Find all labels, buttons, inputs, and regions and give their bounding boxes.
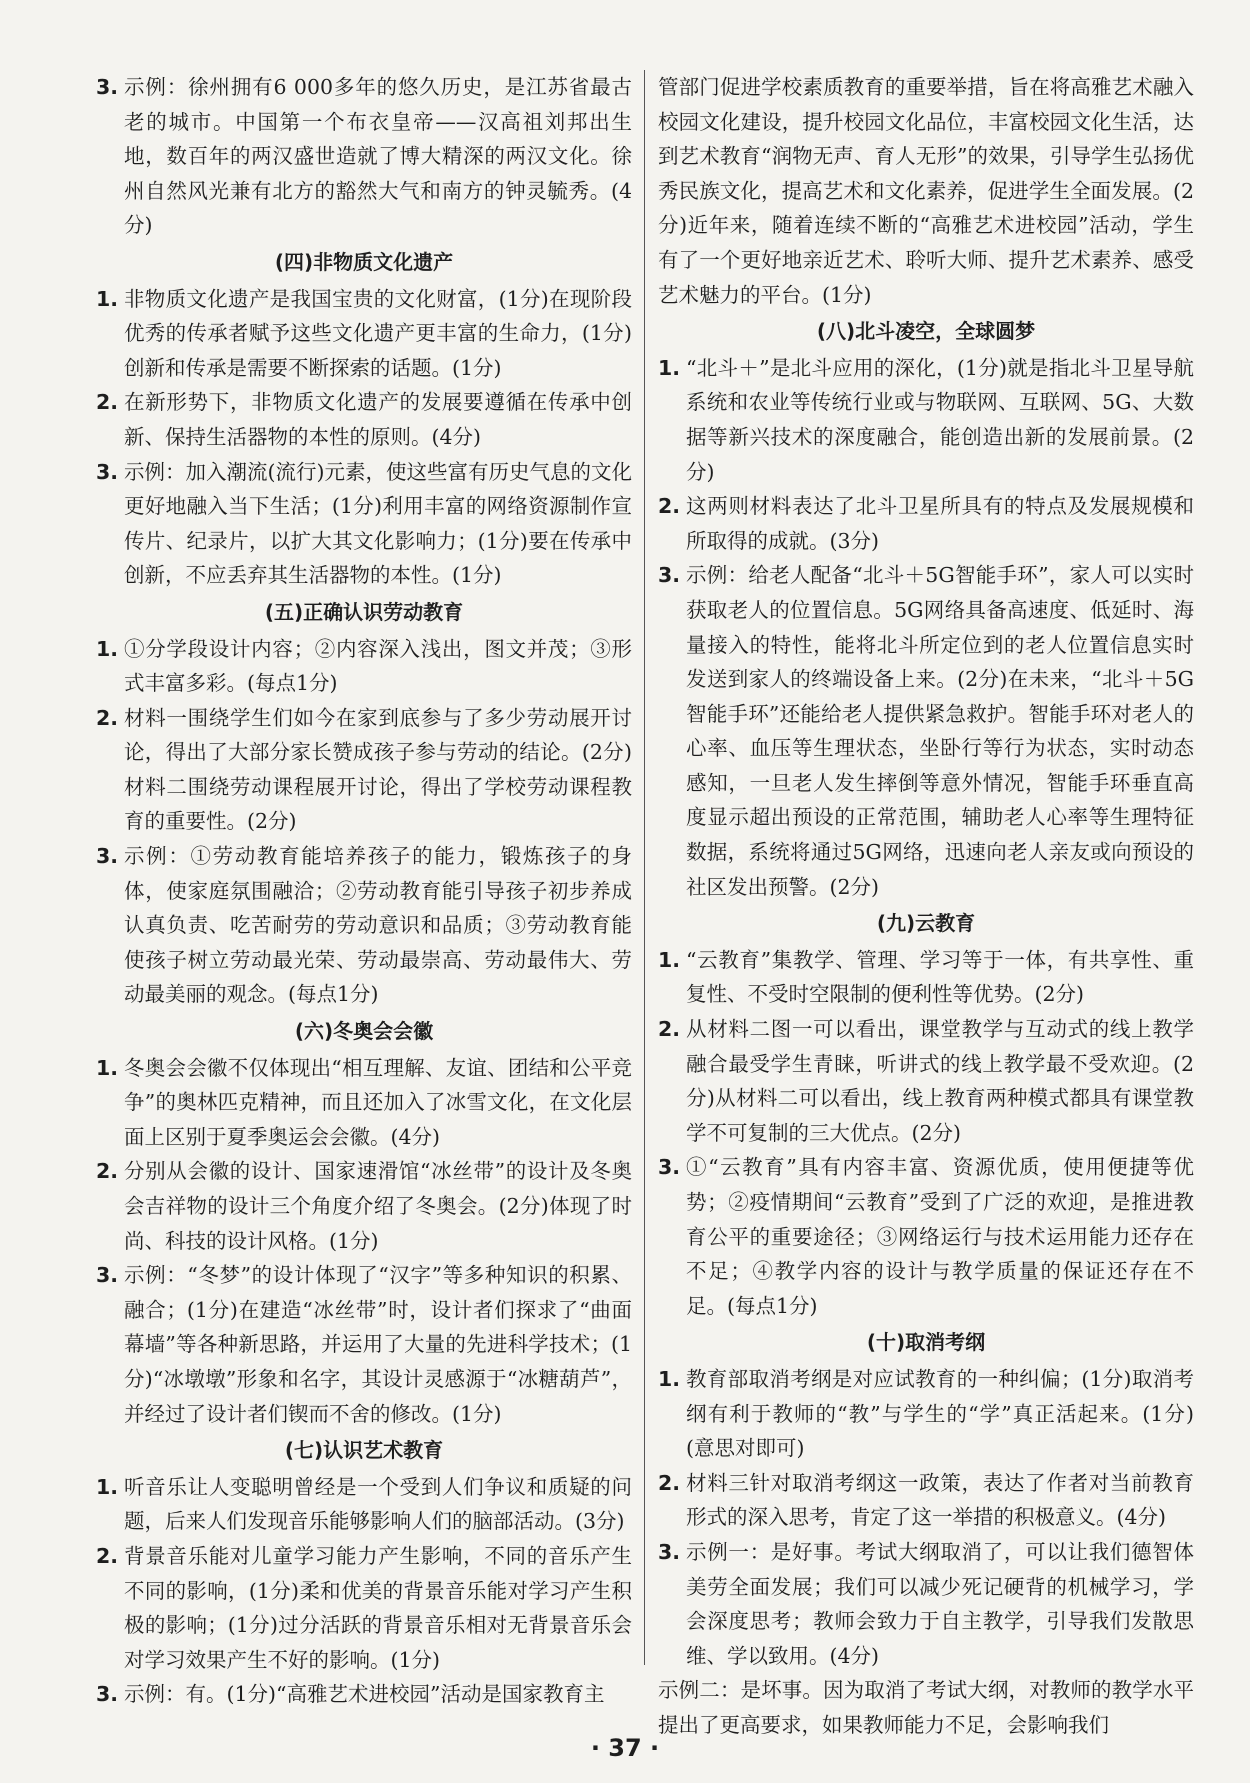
answer-number: 1. xyxy=(96,1055,119,1080)
answer-text: ①分学段设计内容；②内容深入浅出，图文并茂；③形式丰富多彩。(每点1分) xyxy=(124,636,632,696)
answer-number: 2. xyxy=(658,1017,681,1042)
answer-item xyxy=(96,385,632,454)
answer-text: 示例：有。(1分)“高雅艺术进校园”活动是国家教育主 xyxy=(124,1682,605,1707)
answer-item xyxy=(658,351,1194,489)
answer-number: 1. xyxy=(658,947,681,972)
answer-text: 示例：①劳动教育能培养孩子的能力，锻炼孩子的身体，使家庭氛围融洽；②劳动教育能引导孩子初步养成认真负责、吃苦耐劳的劳动意识和品质；③劳动教育能使孩子树立劳动最光荣、劳动最崇高、劳动最伟大、劳动最美丽的观念。(每点1分) xyxy=(124,844,632,1007)
answer-item xyxy=(658,1150,1194,1323)
answer-text: “云教育”集教学、管理、学习等于一体，有共享性、重复性、不受时空限制的便利性等优势。(2分) xyxy=(686,947,1194,1007)
answer-number: 1. xyxy=(96,1474,119,1499)
answer-number: 3. xyxy=(96,844,119,869)
column-divider xyxy=(644,70,645,1665)
answer-item xyxy=(658,1535,1194,1673)
answer-item xyxy=(658,558,1194,904)
answer-text: 背景音乐能对儿童学习能力产生影响，不同的音乐产生不同的影响，(1分)柔和优美的背景音乐能对学习产生积极的影响；(1分)过分活跃的背景音乐相对无背景音乐会对学习效果产生不好的影响。(1分) xyxy=(124,1543,632,1672)
answer-item xyxy=(96,1470,632,1539)
answer-number: 3. xyxy=(658,563,681,588)
answer-number: 1. xyxy=(658,355,681,380)
answer-text: 从材料二图一可以看出，课堂教学与互动式的线上教学融合最受学生青睐，听讲式的线上教学最不受欢迎。(2分)从材料二可以看出，线上教育两种模式都具有课堂教学不可复制的三大优点。(2分) xyxy=(686,1017,1194,1145)
answer-text: 示例：徐州拥有6 000多年的悠久历史，是江苏省最古老的城市。中国第一个布衣皇帝——汉高祖刘邦出生地，数百年的两汉盛世造就了博大精深的两汉文化。徐州自然风光兼有北方的豁然大气和南方的钟灵毓秀。(4分) xyxy=(124,75,632,238)
answer-text: 分别从会徽的设计、国家速滑馆“冰丝带”的设计及冬奥会吉祥物的设计三个角度介绍了冬奥会。(2分)体现了时尚、科技的设计风格。(1分) xyxy=(124,1159,632,1253)
answer-number: 1. xyxy=(96,286,119,311)
answer-item xyxy=(658,1362,1194,1466)
answer-text: 示例：加入潮流(流行)元素，使这些富有历史气息的文化更好地融入当下生活；(1分)利用丰富的网络资源制作宣传片、纪录片，以扩大其文化影响力；(1分)要在传承中创新，不应丢弃其生活器物的本性。(1分) xyxy=(124,459,632,588)
answer-text: 听音乐让人变聪明曾经是一个受到人们争议和质疑的问题，后来人们发现音乐能够影响人们的脑部活动。(3分) xyxy=(124,1474,632,1534)
answer-text: 材料三针对取消考纲这一政策，表达了作者对当前教育形式的深入思考，肯定了这一举措的积极意义。(4分) xyxy=(686,1470,1194,1530)
answer-number: 1. xyxy=(96,636,119,661)
answer-item xyxy=(96,1539,632,1677)
answer-item xyxy=(96,1051,632,1155)
answer-number: 3. xyxy=(658,1155,681,1180)
answer-text: ①“云教育”具有内容丰富、资源优质，使用便捷等优势；②疫情期间“云教育”受到了广泛的欢迎，是推进教育公平的重要途径；③网络运行与技术运用能力还存在不足；④教学内容的设计与教学质量的保证还存在不足。(每点1分) xyxy=(686,1155,1194,1318)
section-heading: (七)认识艺术教育 xyxy=(284,1438,444,1463)
section-heading: (五)正确认识劳动教育 xyxy=(264,599,464,624)
answer-number: 3. xyxy=(658,1539,681,1564)
answer-text: 示例一：是好事。考试大纲取消了，可以让我们德智体美劳全面发展；我们可以减少死记硬背的机械学习，学会深度思考；教师会致力于自主教学，引导我们发散思维、学以致用。(4分) xyxy=(686,1539,1194,1668)
answer-text: 在新形势下，非物质文化遗产的发展要遵循在传承中创新、保持生活器物的本性的原则。(4分) xyxy=(124,390,632,449)
section-heading: (九)云教育 xyxy=(876,911,976,936)
section-heading: (六)冬奥会会徽 xyxy=(294,1019,434,1044)
answer-item xyxy=(96,1677,632,1712)
answer-text: 冬奥会会徽不仅体现出“相互理解、友谊、团结和公平竞争”的奥林匹克精神，而且还加入了冰雪文化，在文化层面上区别于夏季奥运会会徽。(4分) xyxy=(124,1055,632,1149)
answer-number: 2. xyxy=(96,705,119,730)
answer-item xyxy=(96,282,632,386)
answer-text: 示例：“冬梦”的设计体现了“汉字”等多种知识的积累、融合；(1分)在建造“冰丝带”时，设计者们探求了“曲面幕墙”等各种新思路，并运用了大量的先进科学技术；(1分)“冰墩墩”形象和名字，其设计灵感源于“冰糖葫芦”，并经过了设计者们锲而不舍的修改。(1分) xyxy=(124,1263,632,1426)
answer-number: 2. xyxy=(96,1159,119,1184)
answer-text: “北斗＋”是北斗应用的深化，(1分)就是指北斗卫星导航系统和农业等传统行业或与物联网、互联网、5G、大数据等新兴技术的深度融合，能创造出新的发展前景。(2分) xyxy=(686,355,1194,484)
page-number: · 37 · xyxy=(590,1734,660,1762)
section-heading: (十)取消考纲 xyxy=(866,1330,986,1355)
answer-text: 示例：给老人配备“北斗＋5G智能手环”，家人可以实时获取老人的位置信息。5G网络具备高速度、低延时、海量接入的特性，能将北斗所定位到的老人位置信息实时发送到家人的终端设备上来。(2分)在未来，“北斗＋5G智能手环”还能给老人提供紧急救护。智能手环对老人的心率、血压等生理状态，坐卧行等行为状态，实时动态感知，一旦老人发生摔倒等意外情况，智能手环垂直高度显示超出预设的正常范围，辅助老人心率等生理特征数据，系统将通过5G网络，迅速向老人亲友或向预设的社区发出预警。(2分) xyxy=(686,563,1194,899)
answer-item xyxy=(658,1012,1194,1150)
answer-item xyxy=(96,455,632,593)
section-heading: (八)北斗凌空，全球圆梦 xyxy=(816,319,1036,344)
section-heading: (四)非物质文化遗产 xyxy=(274,249,454,274)
answer-item xyxy=(96,632,632,701)
left-column xyxy=(96,70,632,1712)
answer-item xyxy=(96,1154,632,1258)
answer-number: 2. xyxy=(658,1470,681,1495)
answer-number: 2. xyxy=(96,390,119,415)
answer-item xyxy=(96,70,632,243)
answer-text: 非物质文化遗产是我国宝贵的文化财富，(1分)在现阶段优秀的传承者赋予这些文化遗产更丰富的生命力，(1分)创新和传承是需要不断探索的话题。(1分) xyxy=(124,286,632,380)
answer-number: 3. xyxy=(96,1682,119,1707)
answer-text: 这两则材料表达了北斗卫星所具有的特点及发展规模和所取得的成就。(3分) xyxy=(686,494,1194,553)
answer-number: 2. xyxy=(658,494,681,519)
answer-continuation: 示例二：是坏事。因为取消了考试大纲，对教师的教学水平提出了更高要求，如果教师能力不足，会影响我们 xyxy=(658,1678,1194,1737)
answer-text: 教育部取消考纲是对应试教育的一种纠偏；(1分)取消考纲有利于教师的“教”与学生的“学”真正活起来。(1分)(意思对即可) xyxy=(686,1366,1194,1461)
answer-continuation: 管部门促进学校素质教育的重要举措，旨在将高雅艺术融入校园文化建设，提升校园文化品位，丰富校园文化生活，达到艺术教育“润物无声、育人无形”的效果，引导学生弘扬优秀民族文化，提高艺术和文化素养，促进学生全面发展。(2分)近年来，随着连续不断的“高雅艺术进校园”活动，学生有了一个更好地亲近艺术、聆听大师、提升艺术素养、感受艺术魅力的平台。(1分) xyxy=(658,75,1194,307)
answer-text: 材料一围绕学生们如今在家到底参与了多少劳动展开讨论，得出了大部分家长赞成孩子参与劳动的结论。(2分)材料二围绕劳动课程展开讨论，得出了学校劳动课程教育的重要性。(2分) xyxy=(124,705,632,834)
answer-item xyxy=(96,1258,632,1431)
answer-item xyxy=(96,839,632,1012)
answer-item xyxy=(658,943,1194,1012)
answer-number: 3. xyxy=(96,1263,119,1288)
right-column xyxy=(658,70,1194,1743)
answer-number: 3. xyxy=(96,459,119,484)
answer-item xyxy=(658,1466,1194,1535)
answer-number: 1. xyxy=(658,1366,681,1391)
answer-item xyxy=(96,701,632,839)
answer-item xyxy=(658,489,1194,558)
answer-number: 2. xyxy=(96,1543,119,1568)
answer-number: 3. xyxy=(96,75,119,99)
